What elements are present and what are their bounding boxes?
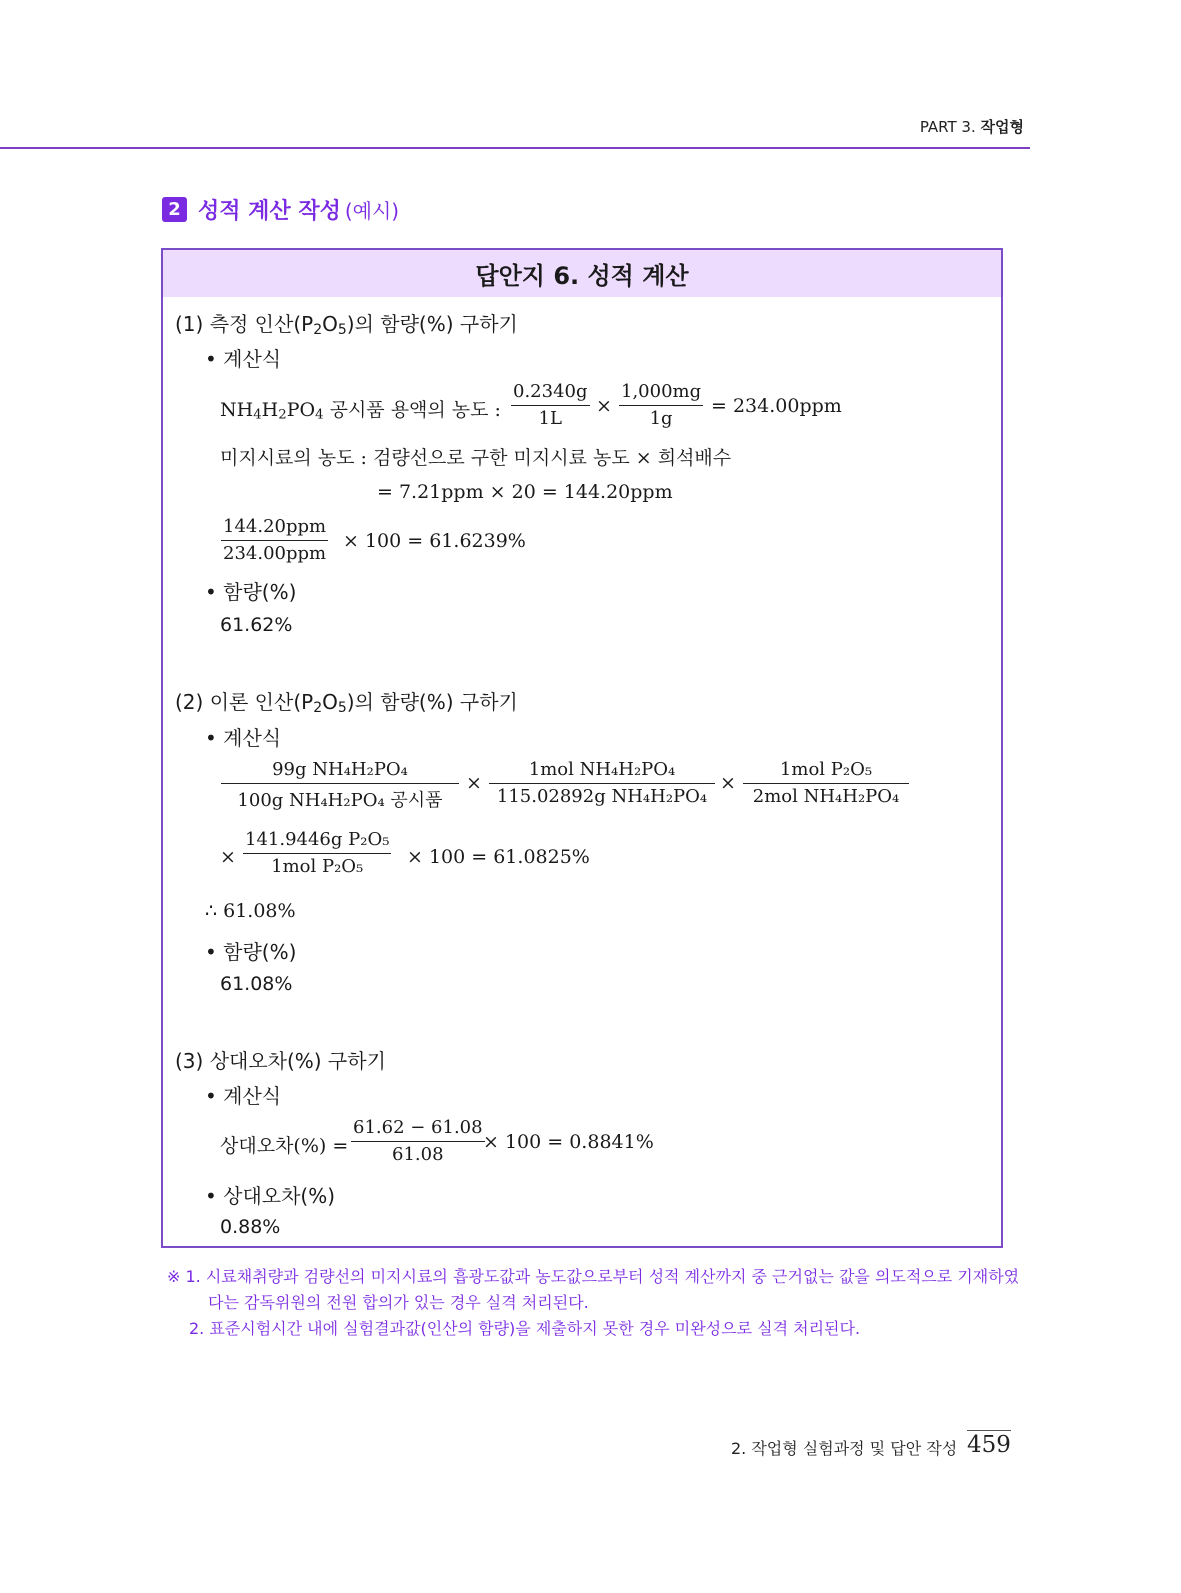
note-1-line-1: ※ 1. 시료채취량과 검량선의 미지시료의 흡광도값과 농도값으로부터 성적 계산까지 중 근거없는 값을 의도적으로 기재하였 [167, 1267, 1020, 1286]
q3-denominator: 61.08 [392, 1144, 444, 1165]
q2-c-numerator: 1mol P₂O₅ [743, 759, 909, 784]
q1-f3-denominator: 234.00ppm [223, 543, 327, 564]
q2-times-3: × [220, 846, 236, 868]
q2-heading-post: )의 함량(%) 구하기 [346, 690, 518, 714]
q1-content-value: 61.62% [220, 614, 293, 636]
page-number: 459 [967, 1432, 1011, 1458]
section-number-badge: 2 [162, 197, 187, 222]
note-1-line-2: 다는 감독위원의 전원 합의가 있는 경우 실격 처리된다. [208, 1293, 589, 1312]
q2-times-1: × [466, 772, 482, 794]
q2-b-numerator: 1mol NH₄H₂PO₄ [489, 759, 715, 784]
q2-fraction-a [221, 759, 459, 812]
q1-fraction-2 [619, 381, 703, 429]
q2-content-bullet: • 함량(%) [205, 940, 297, 964]
q2-formula-bullet: • 계산식 [205, 726, 282, 750]
q2-a-denominator: 100g NH₄H₂PO₄ 공시품 [237, 790, 443, 811]
q1-content-bullet: • 함량(%) [205, 580, 297, 604]
q2-d-result: × 100 = 61.0825% [407, 846, 590, 868]
q2-fraction-d [243, 829, 391, 877]
q1-line1-b: H [261, 399, 279, 421]
footer-chapter: 2. 작업형 실험과정 및 답안 작성 [731, 1439, 958, 1458]
q1-fraction-3 [221, 516, 328, 564]
answer-sheet-box [161, 248, 1003, 1248]
q3-error-bullet: • 상대오차(%) [205, 1184, 336, 1208]
q2-heading-pre: (2) 이론 인산(P [175, 690, 314, 714]
q2-a-numerator: 99g NH₄H₂PO₄ [221, 759, 459, 784]
q1-heading-sub1: 2 [313, 321, 323, 338]
q1-f1-denominator: 1L [538, 408, 562, 429]
q1-line1-a: NH [220, 399, 254, 421]
q2-fraction-c [743, 759, 909, 807]
q1-heading-post: )의 함량(%) 구하기 [346, 312, 518, 336]
header-title: 작업형 [980, 118, 1024, 136]
q3-error-value: 0.88% [220, 1216, 281, 1238]
q1-line1-result: = 234.00ppm [711, 395, 842, 417]
q3-fraction [351, 1117, 485, 1165]
section-heading [162, 194, 399, 225]
q1-fraction-1 [511, 381, 590, 429]
q3-formula-bullet: • 계산식 [205, 1084, 282, 1108]
q3-result: × 100 = 0.8841% [483, 1131, 654, 1153]
q2-c-denominator: 2mol NH₄H₂PO₄ [752, 786, 900, 807]
q1-heading-pre: (1) 측정 인산(P [175, 312, 314, 336]
answer-sheet-title: 답안지 6. 성적 계산 [163, 250, 1001, 297]
q1-f3-numerator: 144.20ppm [221, 516, 328, 541]
q1-line1-c: PO [286, 399, 316, 421]
q2-fraction-b [489, 759, 715, 807]
q2-heading-sub2: 5 [337, 699, 347, 716]
q1-line1-label [220, 395, 501, 423]
q2-heading-mid: O [322, 690, 338, 714]
q1-formula-bullet: • 계산식 [205, 347, 282, 371]
q1-line3: = 7.21ppm × 20 = 144.20ppm [377, 481, 673, 503]
q2-heading-sub1: 2 [313, 699, 323, 716]
q1-heading-mid: O [322, 312, 338, 336]
header-part: PART 3. [919, 118, 976, 136]
q3-label: 상대오차(%) = [220, 1135, 349, 1157]
q2-b-denominator: 115.02892g NH₄H₂PO₄ [496, 786, 708, 807]
q2-heading [175, 686, 518, 716]
q1-f2-numerator: 1,000mg [619, 381, 703, 406]
q2-therefore: ∴ 61.08% [205, 900, 296, 922]
running-header [920, 116, 1024, 137]
q1-heading [175, 308, 518, 338]
q2-times-2: × [720, 772, 736, 794]
header-rule [0, 147, 1030, 149]
q1-f1-numerator: 0.2340g [511, 381, 590, 406]
q1-line1-tail: 공시품 용액의 농도 : [323, 399, 501, 421]
note-2: 2. 표준시험시간 내에 실험결과값(인산의 함량)을 제출하지 못한 경우 미완성으로 실격 처리된다. [189, 1319, 861, 1338]
q1-line1-s3: 4 [315, 407, 324, 423]
q2-d-denominator: 1mol P₂O₅ [271, 856, 364, 877]
q3-heading: (3) 상대오차(%) 구하기 [175, 1049, 386, 1073]
q1-line1-s1: 4 [253, 407, 262, 423]
q1-times-1: × [596, 395, 612, 417]
q1-line1-s2: 2 [278, 407, 287, 423]
q3-numerator: 61.62 − 61.08 [351, 1117, 485, 1142]
section-title: 성적 계산 작성 [198, 199, 341, 224]
q2-content-value: 61.08% [220, 973, 293, 995]
section-subtitle: (예시) [344, 199, 400, 223]
q1-line2: 미지시료의 농도 : 검량선으로 구한 미지시료 농도 × 희석배수 [220, 447, 732, 469]
q2-d-numerator: 141.9446g P₂O₅ [243, 829, 391, 854]
q1-heading-sub2: 5 [337, 321, 347, 338]
q1-f2-denominator: 1g [649, 408, 673, 429]
q1-line4-result: × 100 = 61.6239% [343, 530, 526, 552]
